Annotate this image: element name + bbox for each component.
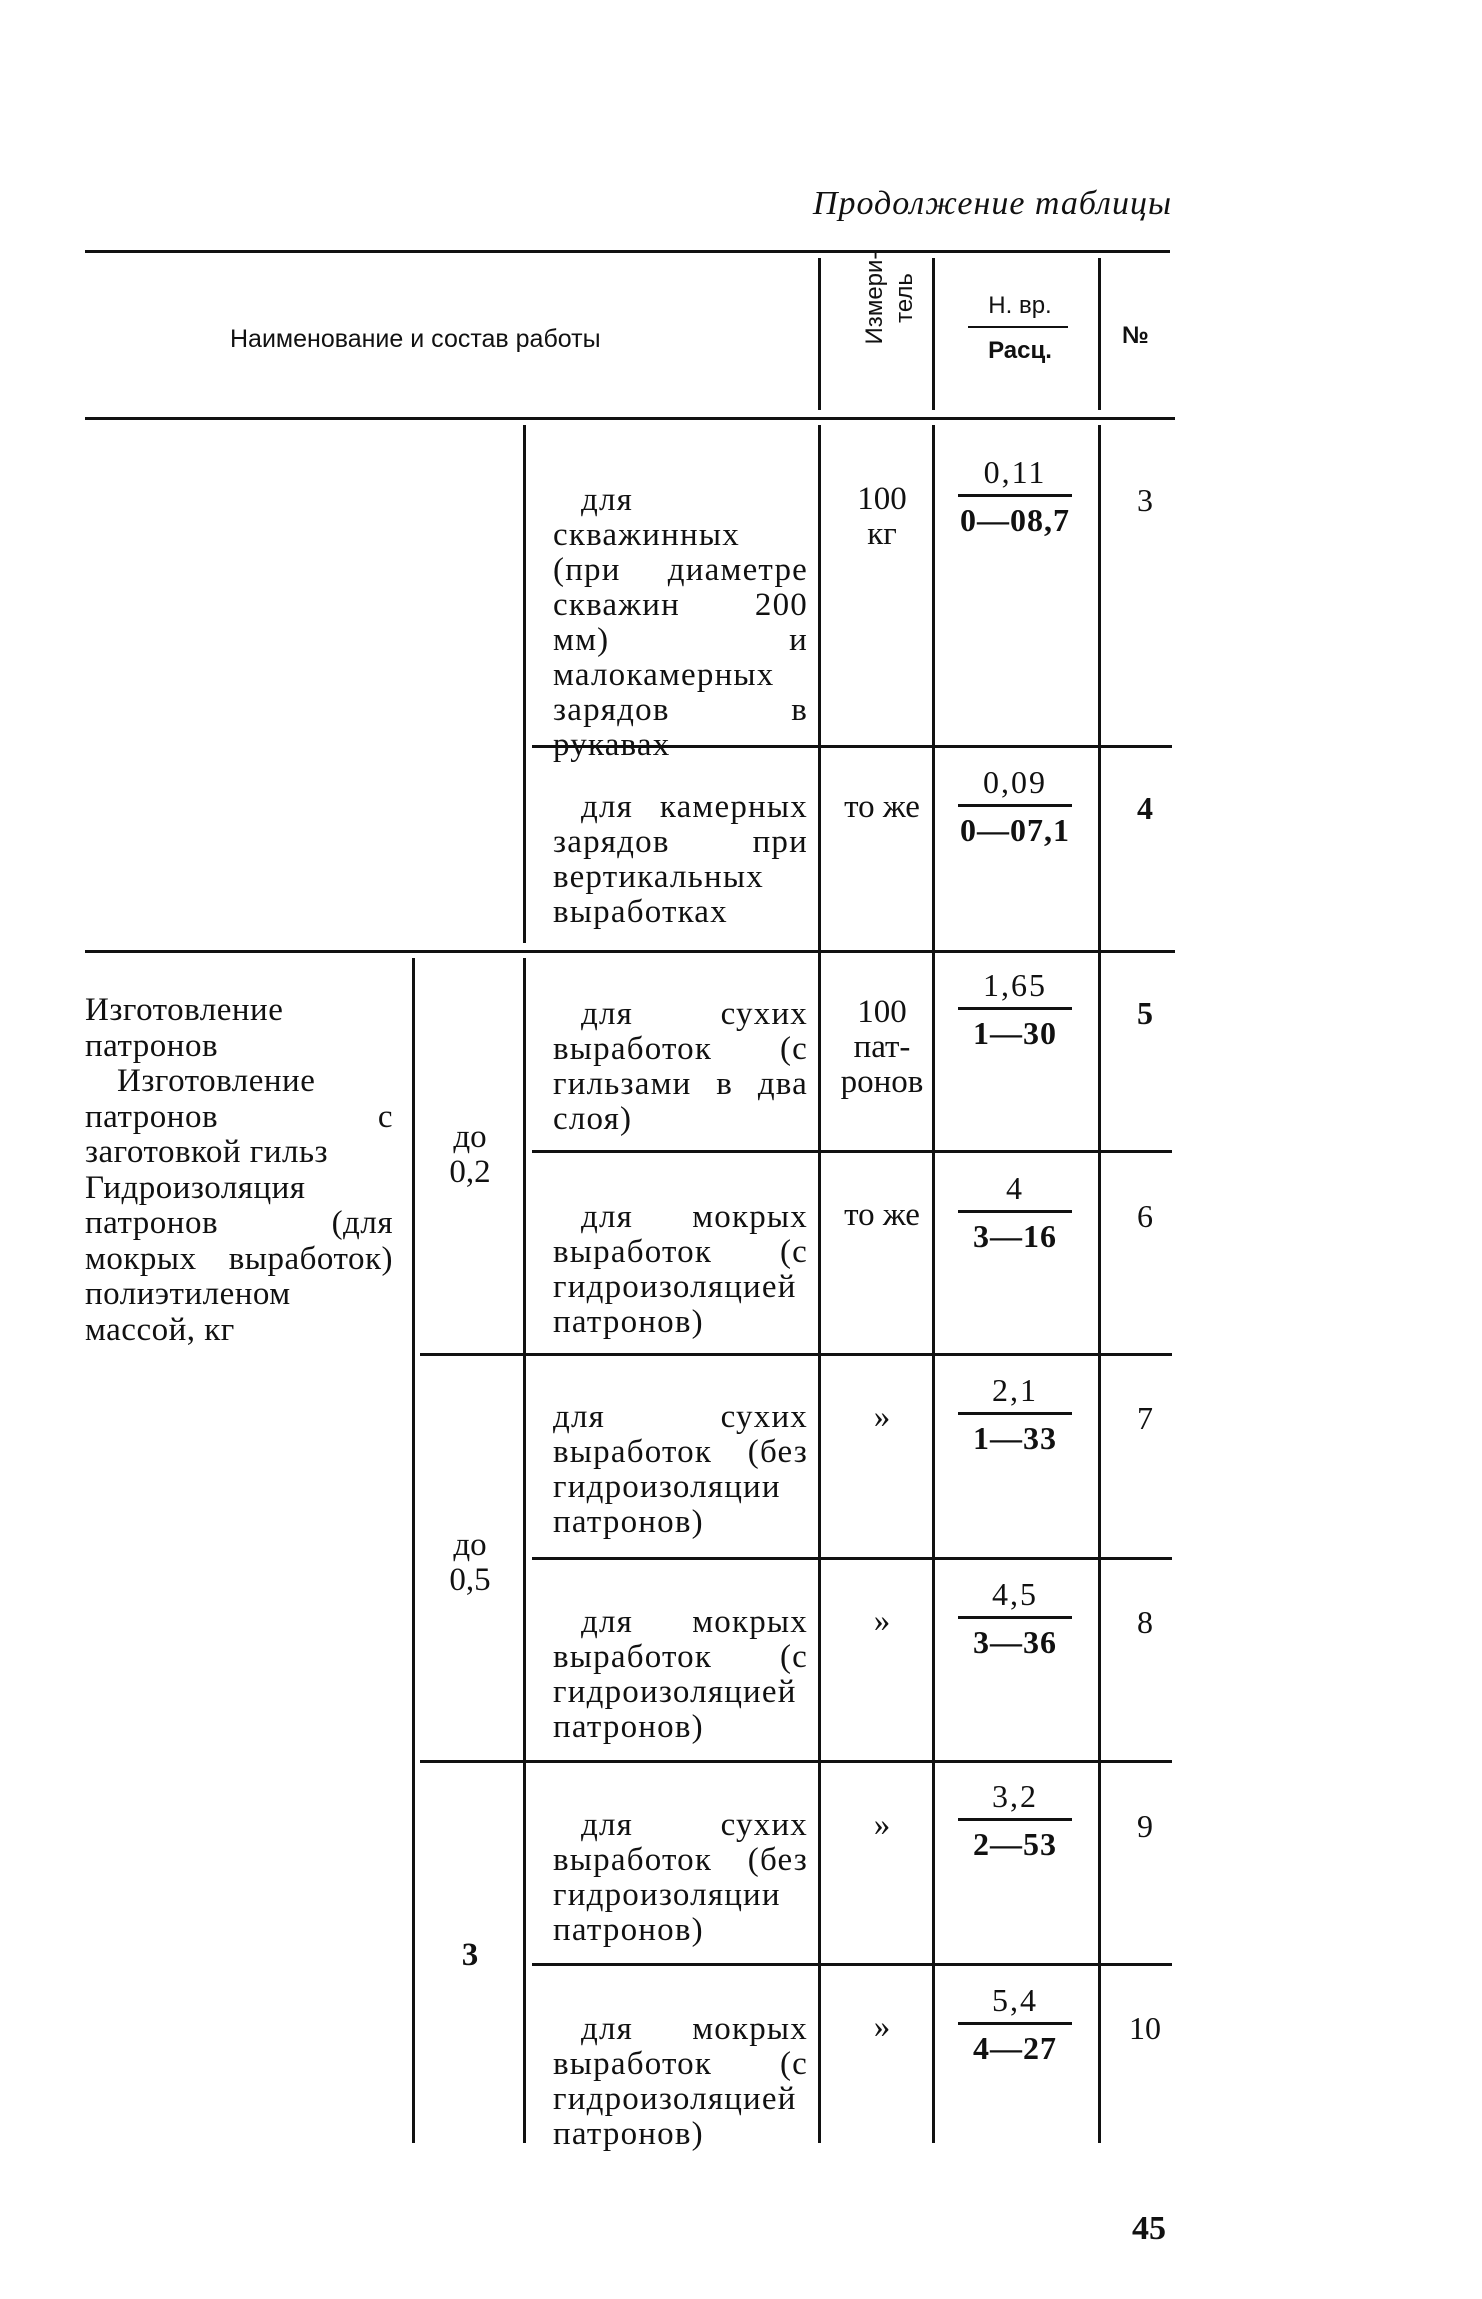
header-number: № — [1122, 322, 1149, 349]
row-description: для мокрых выработок (с гидроизоляцией патронов) — [553, 2011, 808, 2152]
row-norm — [950, 1370, 1080, 1457]
rate-value: 3—36 — [973, 1624, 1057, 1660]
col-rule-norm — [1098, 258, 1101, 410]
col-rule-norm — [1098, 425, 1101, 2143]
row-measure: то же — [844, 1197, 920, 1233]
row-measure: то же — [844, 789, 920, 825]
row-norm — [950, 1980, 1080, 2067]
norm-time: 3,2 — [992, 1778, 1038, 1814]
row-number: 3 — [1137, 482, 1153, 518]
col-rule-desc-left — [523, 425, 526, 943]
work-line-3: Гидроизоляция патронов (для мокрых выработок) полиэтиленом массой, кг — [85, 1169, 393, 1348]
row-norm — [950, 965, 1080, 1052]
header-measure: Измери- тель — [861, 251, 918, 345]
weight-label: до 0,5 — [449, 1527, 491, 1598]
norm-time: 5,4 — [992, 1982, 1038, 2018]
row-measure: 100 кг — [857, 481, 907, 552]
row-description: для сухих выработок (без гидроизоляции патронов) — [553, 1399, 808, 1540]
fraction-bar — [958, 804, 1072, 807]
norm-time: 0,11 — [983, 454, 1047, 490]
row-number: 10 — [1129, 2010, 1161, 2046]
continuation-title: Продолжение таблицы — [812, 185, 1172, 222]
row-measure: » — [873, 1603, 891, 1639]
table-top-rule — [85, 250, 1170, 253]
page-number: 45 — [1132, 2210, 1166, 2247]
rate-value: 1—33 — [973, 1420, 1057, 1456]
header-norm-time: Н. вр. — [988, 292, 1052, 319]
norm-time: 2,1 — [992, 1372, 1038, 1408]
work-group-name — [85, 993, 393, 1348]
col-rule-weight-left — [412, 958, 415, 2143]
weight-label: до 0,2 — [449, 1119, 491, 1190]
rate-value: 1—30 — [973, 1015, 1057, 1051]
col-rule-measure — [932, 258, 935, 410]
row-number: 7 — [1137, 1400, 1153, 1436]
row-description: для скважинных (при диаметре скважин 200 мм) и малокамерных зарядов в рукавах — [553, 482, 808, 763]
row-norm — [950, 452, 1080, 539]
row-norm — [950, 1574, 1080, 1661]
norm-time: 4 — [1006, 1170, 1024, 1206]
row-number: 4 — [1137, 790, 1153, 826]
fraction-bar — [958, 1007, 1072, 1010]
col-rule-desc-left — [523, 958, 526, 2143]
norm-time: 0,09 — [983, 764, 1047, 800]
row-number: 8 — [1137, 1604, 1153, 1640]
norm-time: 1,65 — [983, 967, 1047, 1003]
rate-value: 2—53 — [973, 1826, 1057, 1862]
fraction-bar — [958, 1818, 1072, 1821]
header-bottom-rule — [85, 417, 1175, 420]
row-description: для мокрых выработок (с гидроизоляцией патронов) — [553, 1199, 808, 1340]
fraction-bar — [958, 2022, 1072, 2025]
row-description: для камерных зарядов при вертикальных выработках — [553, 789, 808, 930]
row-rule — [532, 1963, 1172, 1966]
group-rule — [85, 950, 1175, 953]
row-number: 9 — [1137, 1808, 1153, 1844]
row-description: для мокрых выработок (с гидроизоляцией патронов) — [553, 1604, 808, 1745]
rate-value: 0—07,1 — [960, 812, 1070, 848]
row-norm — [950, 762, 1080, 849]
row-measure: 100 пат- ронов — [840, 994, 924, 1100]
fraction-bar — [958, 1616, 1072, 1619]
row-description: для сухих выработок (с гильзами в два слоя) — [553, 996, 808, 1137]
row-measure: » — [873, 2009, 891, 2045]
row-number: 5 — [1137, 995, 1153, 1031]
fraction-bar — [958, 1412, 1072, 1415]
row-rule — [420, 1760, 1172, 1763]
row-rule — [532, 1150, 1172, 1153]
header-rate: Расц. — [988, 337, 1052, 364]
row-norm — [950, 1168, 1080, 1255]
work-line-1: Изготовление патронов — [85, 992, 284, 1064]
row-rule — [420, 1353, 1172, 1356]
fraction-bar — [958, 494, 1072, 497]
row-description: для сухих выработок (без гидроизоляции патронов) — [553, 1807, 808, 1948]
col-rule-name — [818, 425, 821, 2143]
norm-time: 4,5 — [992, 1576, 1038, 1612]
weight-label: 3 — [461, 1937, 479, 1973]
row-measure: » — [873, 1807, 891, 1843]
rate-value: 3—16 — [973, 1218, 1057, 1254]
rate-value: 0—08,7 — [960, 502, 1070, 538]
rate-value: 4—27 — [973, 2030, 1057, 2066]
header-norm-bar — [968, 326, 1068, 328]
work-line-2: Изготовление патронов с заготовкой гильз — [85, 1063, 393, 1170]
row-norm — [950, 1776, 1080, 1863]
col-rule-name — [818, 258, 821, 410]
fraction-bar — [958, 1210, 1072, 1213]
row-measure: » — [873, 1399, 891, 1435]
row-number: 6 — [1137, 1198, 1153, 1234]
col-rule-measure — [932, 425, 935, 2143]
row-rule — [532, 1557, 1172, 1560]
header-name: Наименование и состав работы — [230, 325, 601, 353]
